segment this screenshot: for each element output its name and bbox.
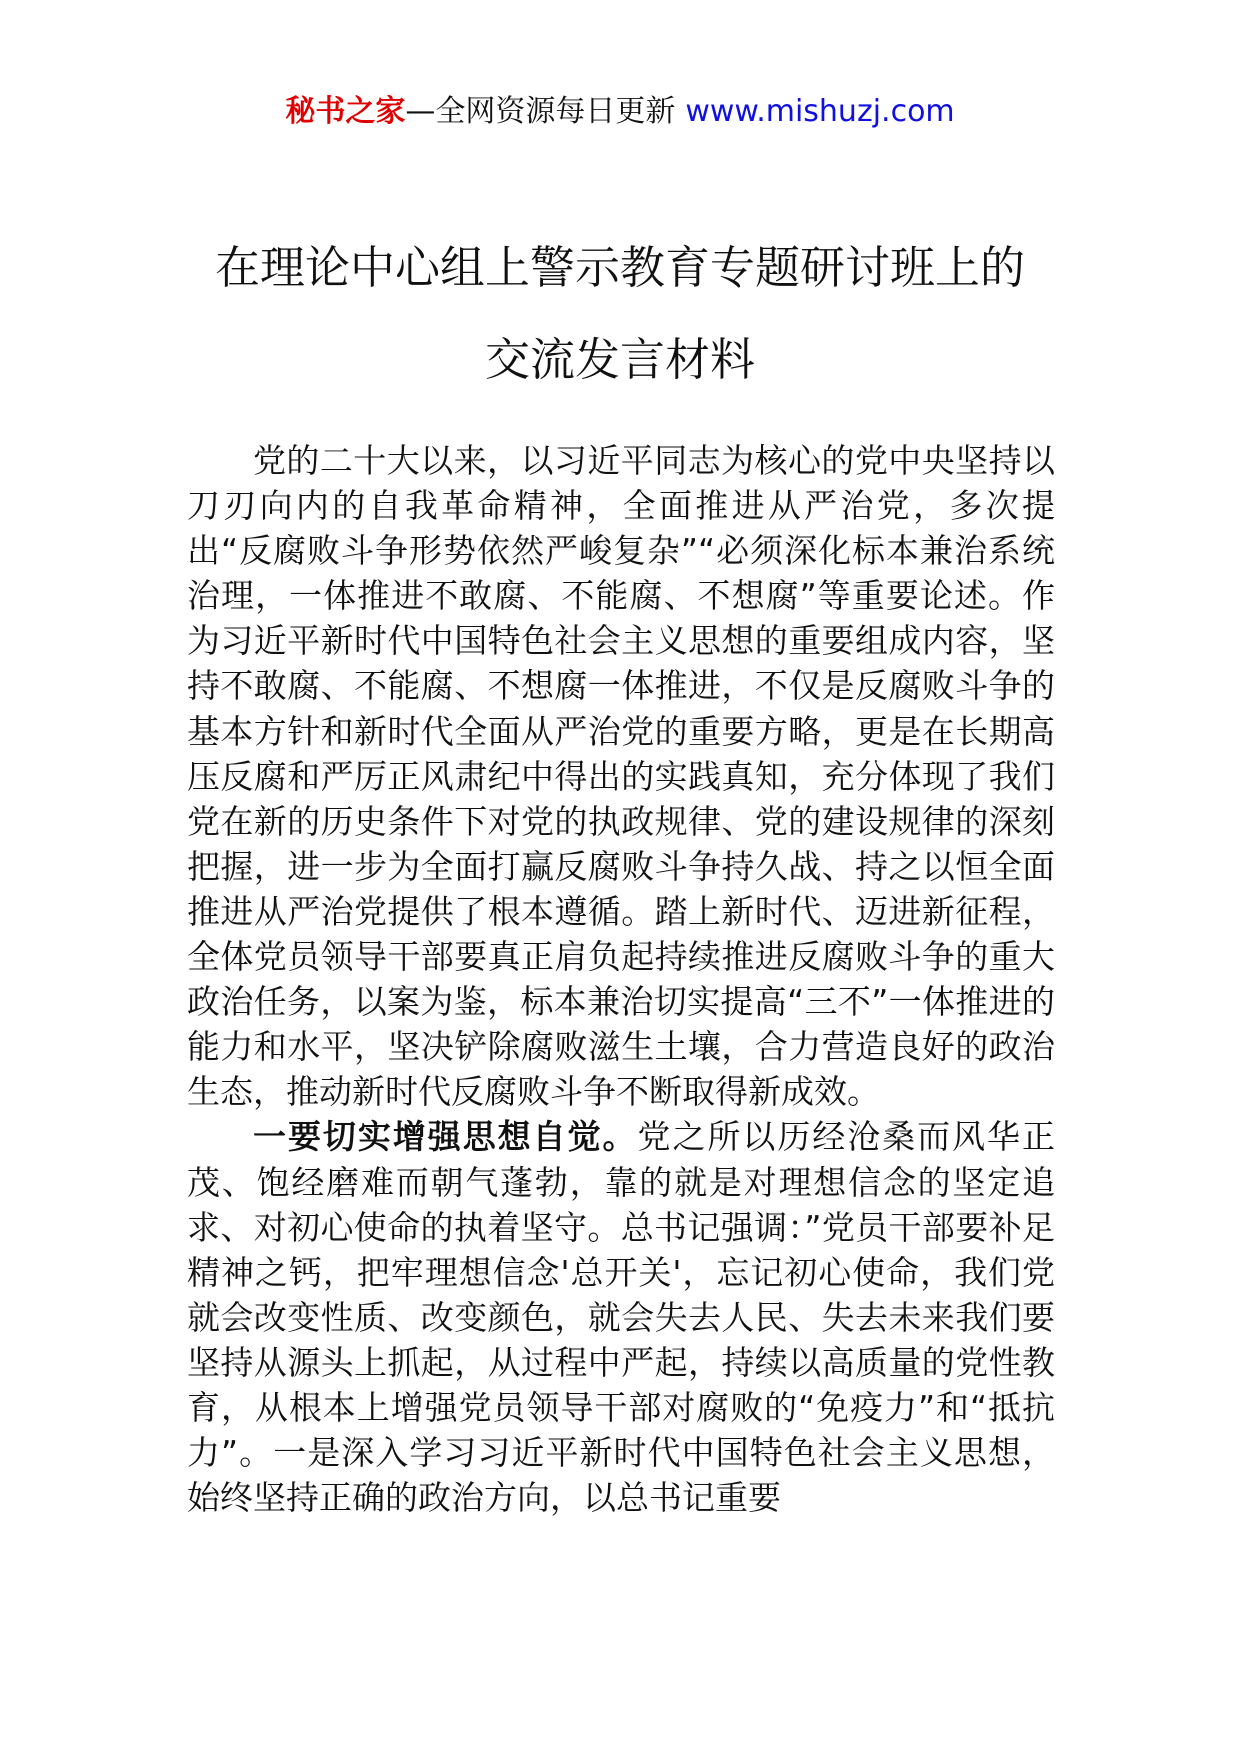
body-paragraph-1: 党的二十大以来，以习近平同志为核心的党中央坚持以刀刃向内的自我革命精神，全面推进从严治党，多次提出“反腐败斗争形势依然严峻复杂”“必须深化标本兼治系统治理，一体推进不敢腐、不能腐、不想腐”等重要论述。作为习近平新时代中国特色社会主义思想的重要组成内容，坚持不敢腐、不能腐、不想腐一体推进，不仅是反腐败斗争的基本方针和新时代全面从严治党的重要方略，更是在长期高压反腐和严厉正风肃纪中得出的实践真知，充分体现了我们党在新的历史条件下对党的执政规律、党的建设规律的深刻把握，进一步为全面打赢反腐败斗争持久战、持之以恒全面推进从严治党提供了根本遵循。踏上新时代、迈进新征程，全体党员领导干部要真正肩负起持续推进反腐败斗争的重大政治任务，以案为鉴，标本兼治切实提高“三不”一体推进的能力和水平，坚决铲除腐败滋生土壤，合力营造良好的政治生态，推动新时代反腐败斗争不断取得新成效。 xyxy=(187,441,1055,1112)
body-paragraph-2 xyxy=(187,1114,1055,1520)
paragraph-2-lead-heading: 一要切实增强思想自觉。 xyxy=(253,1117,638,1157)
document-title-line-1: 在理论中心组上警示教育专题研讨班上的 xyxy=(214,241,1025,294)
header-slogan: —全网资源每日更新 xyxy=(405,94,676,129)
document-body xyxy=(187,438,1055,1520)
document-title-line-2: 交流发言材料 xyxy=(484,333,755,386)
header-url-link[interactable]: www.mishuzj.com xyxy=(685,94,955,129)
page-header xyxy=(0,92,1240,132)
document-title xyxy=(0,222,1240,406)
header-brand: 秘书之家 xyxy=(285,94,406,129)
paragraph-2-text: 党之所以历经沧桑而风华正茂、饱经磨难而朝气蓬勃，靠的就是对理想信念的坚定追求、对初心使命的执着坚守。总书记强调：”党员干部要补足精神之钙，把牢理想信念'总开关'，忘记初心使命，我们党就会改变性质、改变颜色，就会失去人民、失去未来我们要坚持从源头上抓起，从过程中严起，持续以高质量的党性教育，从根本上增强党员领导干部对腐败的“免疫力”和“抵抗力”。一是深入学习习近平新时代中国特色社会主义思想，始终坚持正确的政治方向，以总书记重要 xyxy=(187,1117,1055,1518)
